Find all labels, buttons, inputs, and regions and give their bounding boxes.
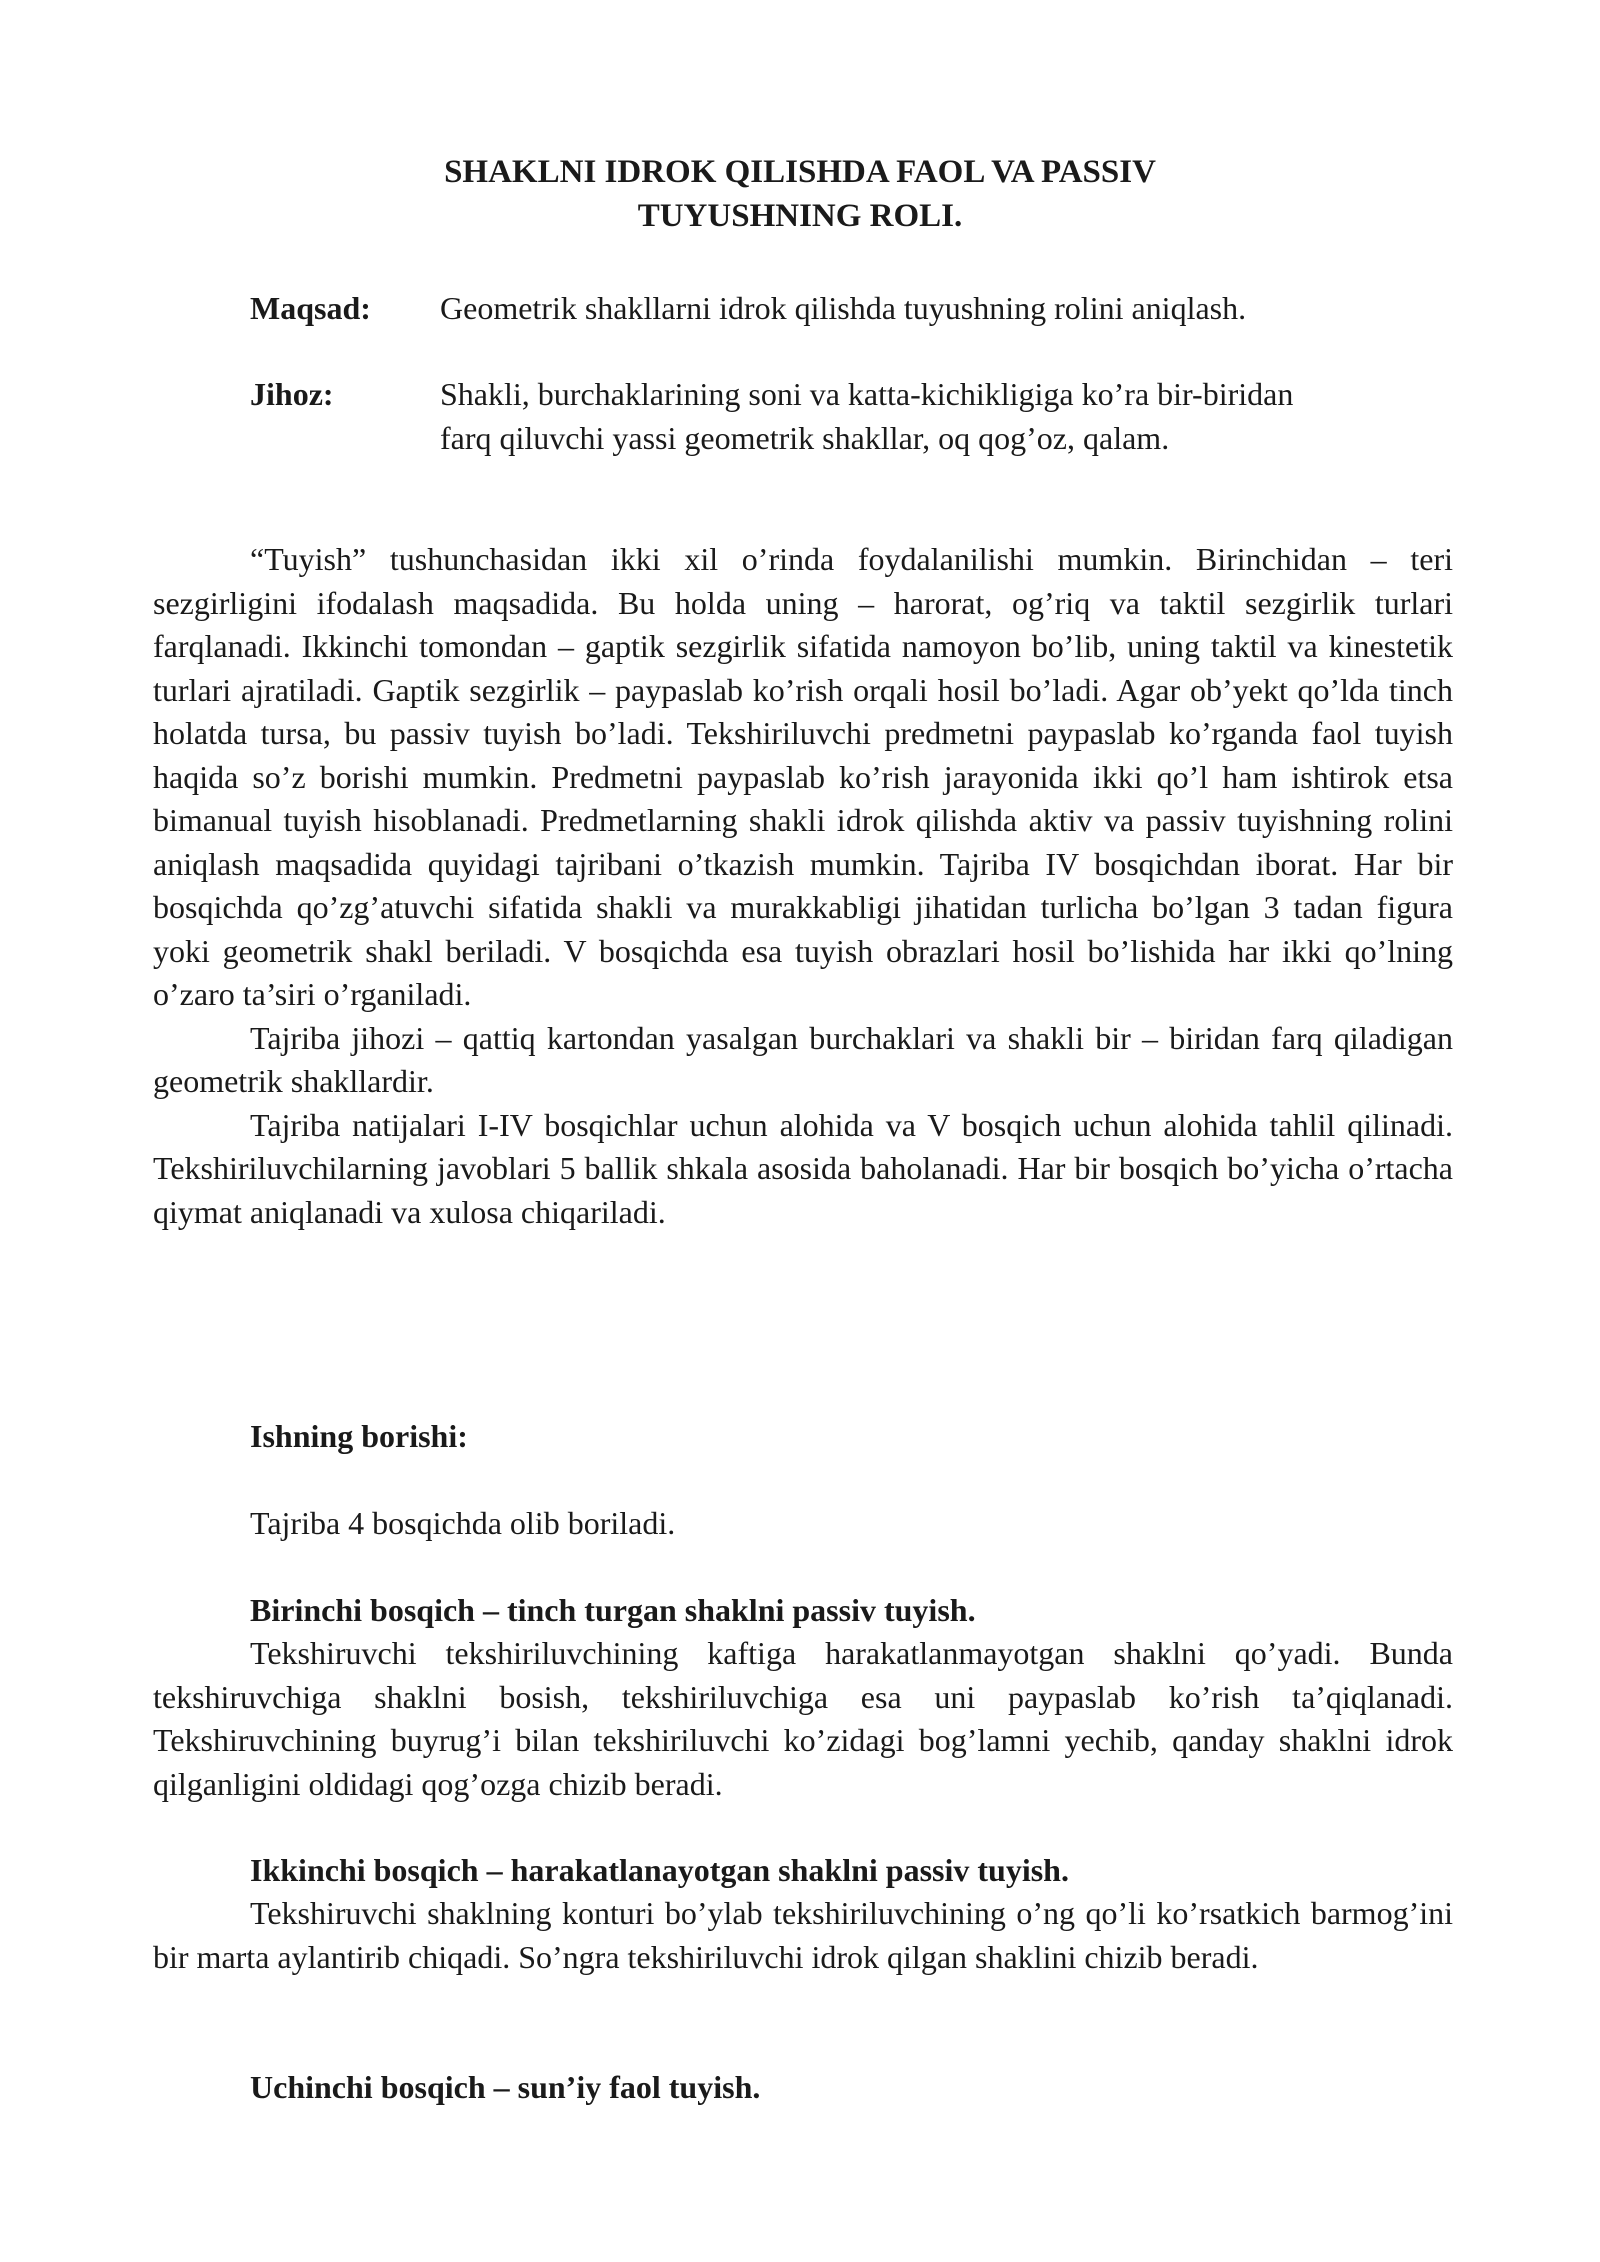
purpose-value: Geometrik shakllarni idrok qilishda tuyushning rolini aniqlash. <box>440 290 1247 326</box>
equipment-value <box>440 373 1450 460</box>
stage-2-text: Tekshiruvchi shaklning konturi bo’ylab tekshiriluvchining o’ng qo’li ko’rsatkich barmog’ini bir marta aylantirib chiqadi. So’ngra tekshiriluvchi idrok qilgan shaklini chizib beradi. <box>153 1895 1453 1975</box>
document-title <box>300 150 1300 238</box>
procedure-heading: Ishning borishi: <box>250 1418 468 1454</box>
intro-paragraph-1: “Tuyish” tushunchasidan ikki xil o’rinda foydalanilishi mumkin. Birinchidan – teri sezgirligini ifodalash maqsadida. Bu holda uning – harorat, og’riq va taktil sezgirlik turlari farqlanadi. Ikkinchi tomondan – gaptik sezgirlik sifatida namoyon bo’lib, uning taktil va kinestetik turlari ajratiladi. Gaptik sezgirlik – paypaslab ko’rish orqali hosil bo’ladi. Agar ob’yekt qo’lda tinch holatda tursa, bu passiv tuyish bo’ladi. Tekshiriluvchi predmetni paypaslab ko’rganda faol tuyish haqida so’z borishi mumkin. Predmetni paypaslab ko’rish jarayonida ikki qo’l ham ishtirok etsa bimanual tuyish hisoblanadi. Predmetlarning shakli idrok qilishda aktiv va passiv tuyishning rolini aniqlash maqsadida quyidagi tajribani o’tkazish mumkin. Tajriba IV bosqichdan iborat. Har bir bosqichda qo’zg’atuvchi sifatida shakli va murakkabligi jihatidan turlicha bo’lgan 3 tadan figura yoki geometrik shakl beriladi. V bosqichda esa tuyish obrazlari hosil bo’lishida har ikki qo’lning o’zaro ta’siri o’rganiladi. <box>153 541 1453 1012</box>
purpose-label: Maqsad: <box>250 290 371 326</box>
procedure-lead: Tajriba 4 bosqichda olib boriladi. <box>250 1505 676 1541</box>
stage-1-section <box>153 1632 1453 1806</box>
intro-paragraph-3: Tajriba natijalari I-IV bosqichlar uchun alohida va V bosqich uchun alohida tahlil qilinadi. Tekshiriluvchilarning javoblari 5 ballik shkala asosida baholanadi. Har bir bosqich bo’yicha o’rtacha qiymat aniqlanadi va xulosa chiqariladi. <box>153 1106 1453 1230</box>
stage-1-text: Tekshiruvchi tekshiriluvchining kaftiga harakatlanmayotgan shaklni qo’yadi. Bunda tekshiruvchiga shaklni bosish, tekshiriluvchiga esa uni paypaslab ko’rish ta’qiqlanadi. Tekshiruvchining buyrug’i bilan tekshiriluvchi ko’zidagi bog’lamni yechib, qanday shaklni idrok qilganligini oldidagi qog’ozga chizib beradi. <box>153 1635 1453 1802</box>
equipment-label: Jihoz: <box>250 376 334 412</box>
equipment-value-line-1: Shakli, burchaklarining soni va katta-kichikligiga ko’ra bir-biridan <box>440 376 1294 412</box>
stage-3-heading: Uchinchi bosqich – sun’iy faol tuyish. <box>250 2069 761 2105</box>
title-line-2: TUYUSHNING ROLI. <box>637 198 963 234</box>
title-line-1: SHAKLNI IDROK QILISHDA FAOL VA PASSIV <box>444 154 1156 190</box>
intro-section <box>153 538 1453 1234</box>
intro-paragraph-2: Tajriba jihozi – qattiq kartondan yasalgan burchaklari va shakli bir – biridan farq qiladigan geometrik shakllardir. <box>153 1019 1453 1099</box>
stage-2-section <box>153 1892 1453 1979</box>
stage-1-heading: Birinchi bosqich – tinch turgan shaklni passiv tuyish. <box>250 1592 976 1628</box>
equipment-value-line-2: farq qiluvchi yassi geometrik shakllar, oq qog’oz, qalam. <box>440 419 1170 456</box>
stage-2-heading: Ikkinchi bosqich – harakatlanayotgan shaklni passiv tuyish. <box>250 1852 1069 1888</box>
